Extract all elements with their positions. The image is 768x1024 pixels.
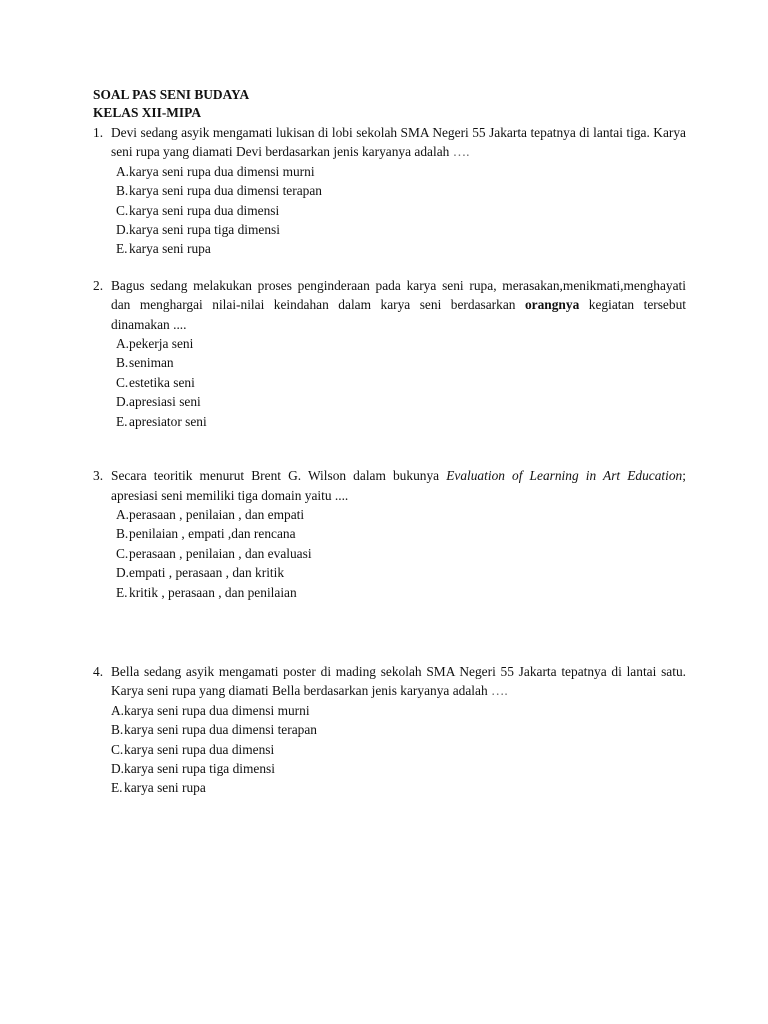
option-e: E. kritik , perasaan , dan penilaian [116, 584, 297, 600]
document-title: SOAL PAS SENI BUDAYA [93, 87, 250, 102]
question-text: Bella sedang asyik mengamati poster di mading sekolah SMA Negeri 55 Jakarta tepatnya di lantai satu. Karya seni rupa yang diamati Bella berdasarkan jenis karyanya adalah …. [111, 663, 686, 699]
option-c: C. karya seni rupa dua dimensi [116, 202, 280, 218]
option-list [111, 162, 686, 259]
document-page [93, 86, 686, 798]
document-header [93, 86, 686, 121]
option-d: D. karya seni rupa tiga dimensi [111, 760, 275, 776]
option-d: D. empati , perasaan , dan kritik [116, 565, 285, 581]
option-e: E. karya seni rupa [116, 241, 211, 257]
option-a: A. karya seni rupa dua dimensi murni [111, 702, 310, 718]
option-list [111, 505, 686, 602]
document-subtitle: KELAS XII-MIPA [93, 104, 202, 120]
option-b: B. karya seni rupa dua dimensi terapan [111, 722, 317, 738]
option-d: D. apresiasi seni [116, 394, 201, 410]
option-e: E. apresiator seni [116, 413, 207, 429]
question-number: 1. [93, 125, 104, 140]
question-number: 3. [93, 468, 104, 484]
option-a: A. karya seni rupa dua dimensi murni [116, 163, 315, 179]
option-b: B. karya seni rupa dua dimensi terapan [116, 183, 322, 199]
question-number: 4. [93, 663, 104, 679]
question-2 [93, 276, 686, 431]
question-3 [93, 466, 686, 602]
option-a: A. pekerja seni [116, 336, 194, 352]
option-c: C. estetika seni [116, 374, 195, 390]
question-number: 2. [93, 277, 104, 293]
option-d: D. karya seni rupa tiga dimensi [116, 222, 280, 238]
question-4 [93, 662, 686, 798]
option-c: C. perasaan , penilaian , dan evaluasi [116, 545, 312, 561]
option-e: E. karya seni rupa [111, 780, 206, 796]
question-text: Bagus sedang melakukan proses penginderaan pada karya seni rupa, merasakan,menikmati,menghayati dan menghargai nilai-nilai keindahan dalam karya seni berdasarkan orangnya kegiatan tersebut dinamakan .... [111, 277, 686, 332]
option-list [111, 701, 686, 798]
question-text: Secara teoritik menurut Brent G. Wilson dalam bukunya Evaluation of Learning in Art Education; apresiasi seni memiliki tiga domain yaitu .... [111, 468, 686, 503]
question-text: Devi sedang asyik mengamati lukisan di lobi sekolah SMA Negeri 55 Jakarta tepatnya di lantai tiga. Karya seni rupa yang diamati Devi berdasarkan jenis karyanya adalah …. [111, 125, 686, 160]
option-c: C. karya seni rupa dua dimensi [111, 741, 275, 757]
option-a: A. perasaan , penilaian , dan empati [116, 506, 305, 522]
question-1 [93, 123, 686, 259]
option-b: B. penilaian , empati ,dan rencana [116, 526, 296, 542]
option-list [111, 334, 686, 431]
option-b: B. seniman [116, 355, 174, 371]
